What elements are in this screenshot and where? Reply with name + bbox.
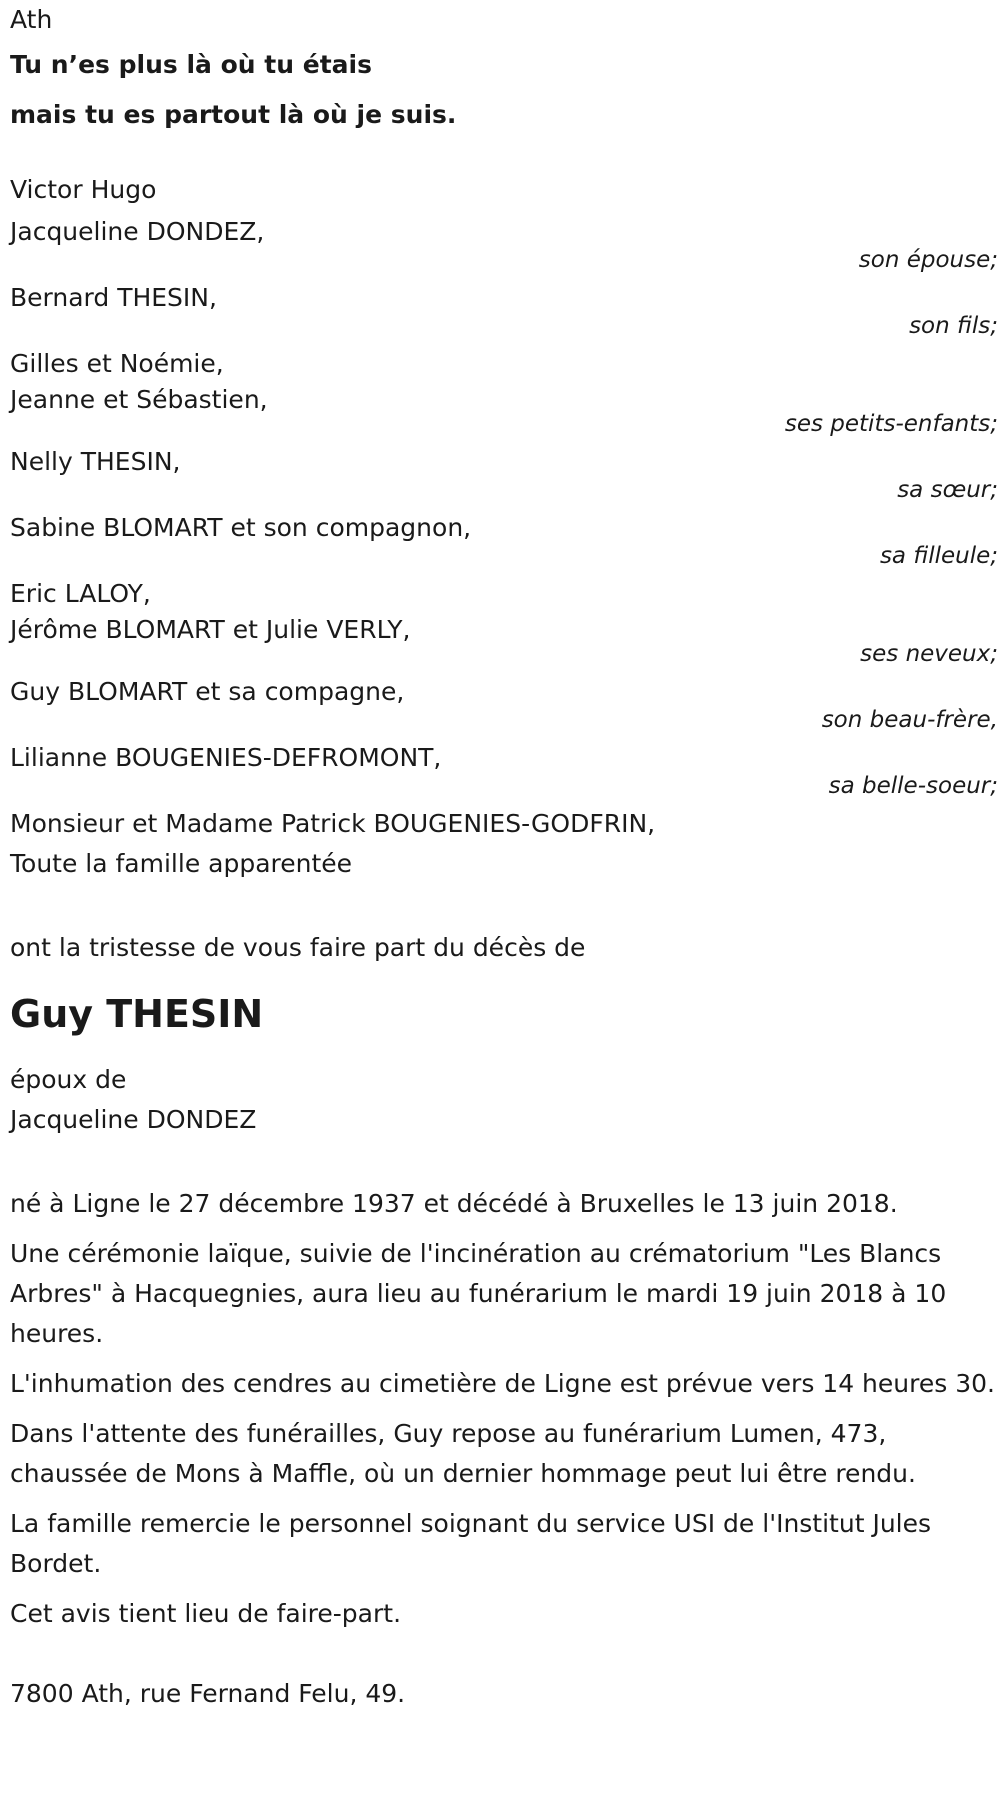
spouse-label: époux de (10, 1065, 127, 1094)
mourner-group (10, 278, 998, 340)
announcement-text: ont la tristesse de vous faire part du décès de (10, 933, 586, 962)
mourner-name: Nelly THESIN, (10, 447, 181, 476)
mourner-role: son beau-frère, (821, 707, 998, 733)
mourner-role: sa sœur; (897, 477, 998, 503)
thanks-paragraph: La famille remercie le personnel soignant du service USI de l'Institut Jules Bordet. (10, 1509, 932, 1578)
mourner-role: sa belle-soeur; (828, 773, 998, 799)
mourner-role: son épouse; (858, 247, 998, 273)
quote-line-1: Tu n’es plus là où tu étais (10, 50, 372, 79)
mourner-name: Toute la famille apparentée (10, 849, 353, 878)
mourner-role: ses neveux; (860, 641, 998, 667)
mourners-list (10, 212, 998, 884)
mourner-name: Guy BLOMART et sa compagne, (10, 677, 405, 706)
mourner-role: ses petits-enfants; (784, 411, 998, 437)
spouse-name: Jacqueline DONDEZ (10, 1105, 257, 1134)
mourner-name: Jacqueline DONDEZ, (10, 217, 265, 246)
mourner-group (10, 212, 998, 274)
ceremony-paragraph: Une cérémonie laïque, suivie de l'incinération au crématorium "Les Blancs Arbres" à Hacquegnies, aura lieu au funérarium le mardi 19 juin 2018 à 10 heures. (10, 1239, 947, 1348)
quote-line-2: mais tu es partout là où je suis. (10, 100, 457, 129)
mourner-name: Gilles et Noémie, (10, 349, 224, 378)
mourner-group (10, 738, 998, 800)
mourner-group (10, 672, 998, 734)
extra-mourners (10, 804, 998, 884)
mourner-group (10, 508, 998, 570)
mourner-name: Bernard THESIN, (10, 283, 217, 312)
mourner-name: Sabine BLOMART et son compagnon, (10, 513, 472, 542)
notice-paragraph: Cet avis tient lieu de faire-part. (10, 1599, 402, 1628)
mourner-group (10, 344, 998, 438)
mourner-role: son fils; (909, 313, 998, 339)
burial-paragraph: L'inhumation des cendres au cimetière de Ligne est prévue vers 14 heures 30. (10, 1369, 995, 1398)
mourner-group (10, 574, 998, 668)
viewing-paragraph: Dans l'attente des funérailles, Guy repose au funérarium Lumen, 473, chaussée de Mons à Maffle, où un dernier hommage peut lui être rendu. (10, 1419, 916, 1488)
mourner-name: Jeanne et Sébastien, (10, 385, 268, 414)
mourner-name: Jérôme BLOMART et Julie VERLY, (10, 615, 411, 644)
location-text: Ath (10, 5, 53, 34)
mourner-name: Eric LALOY, (10, 579, 151, 608)
mourner-name: Lilianne BOUGENIES-DEFROMONT, (10, 743, 442, 772)
mourner-name: Monsieur et Madame Patrick BOUGENIES-GODFRIN, (10, 809, 656, 838)
mourner-group (10, 442, 998, 504)
mourner-role: sa filleule; (879, 543, 998, 569)
birth-death-paragraph: né à Ligne le 27 décembre 1937 et décédé à Bruxelles le 13 juin 2018. (10, 1189, 898, 1218)
quote-author: Victor Hugo (10, 175, 157, 204)
deceased-name: Guy THESIN (10, 992, 264, 1036)
address-text: 7800 Ath, rue Fernand Felu, 49. (10, 1679, 406, 1708)
